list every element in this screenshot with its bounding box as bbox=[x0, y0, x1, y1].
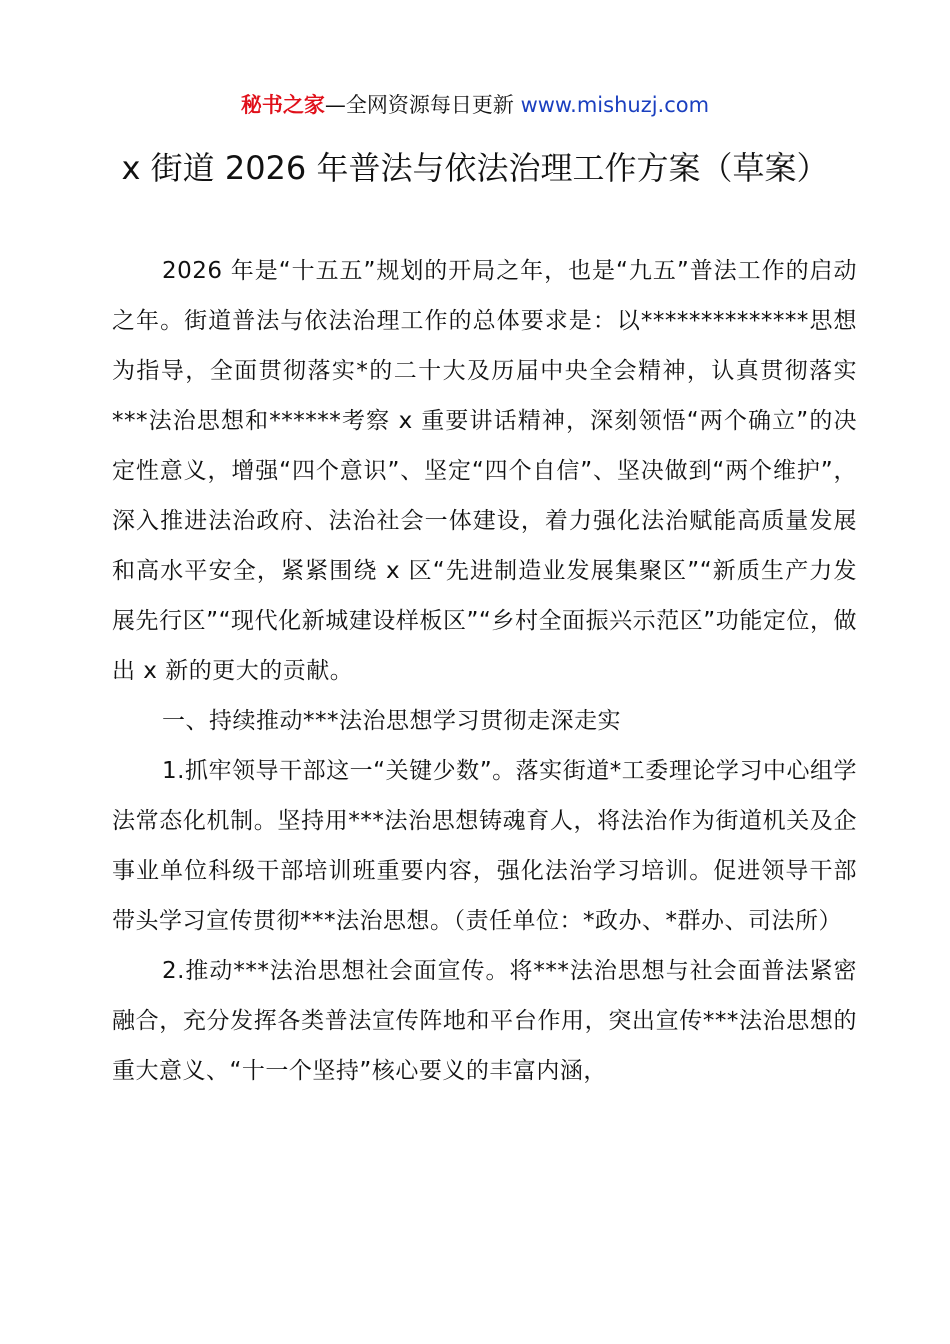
header-banner bbox=[0, 90, 950, 120]
brand-name: 秘书之家 bbox=[240, 93, 325, 117]
intro-paragraph: 2026 年是“十五五”规划的开局之年，也是“九五”普法工作的启动之年。街道普法与依法治理工作的总体要求是：以**************思想为指导，全面贯彻落实*的二十大及历届中央全会精神，认真贯彻落实***法治思想和******考察 x 重要讲话精神，深刻领悟“两个确立”的决定性意义，增强“四个意识”、坚定“四个自信”、坚决做到“两个维护”，深入推进法治政府、法治社会一体建设，着力强化法治赋能高质量发展和高水平安全，紧紧围绕 x 区“先进制造业发展集聚区”“新质生产力发展先行区”“现代化新城建设样板区”“乡村全面振兴示范区”功能定位，做出 x 新的更大的贡献。 bbox=[112, 258, 857, 684]
document-body bbox=[112, 246, 857, 1096]
body-paragraph: 2.推动***法治思想社会面宣传。将***法治思想与社会面普法紧密融合，充分发挥各类普法宣传阵地和平台作用，突出宣传***法治思想的重大意义、“十一个坚持”核心要义的丰富内涵， bbox=[112, 958, 857, 1084]
header-tagline: —全网资源每日更新 bbox=[324, 93, 521, 117]
body-paragraph: 1.抓牢领导干部这一“关键少数”。落实街道*工委理论学习中心组学法常态化机制。坚持用***法治思想铸魂育人，将法治作为街道机关及企事业单位科级干部培训班重要内容，强化法治学习培训。促进领导干部带头学习宣传贯彻***法治思想。（责任单位：*政办、*群办、司法所） bbox=[112, 758, 857, 934]
section-heading: 一、持续推动***法治思想学习贯彻走深走实 bbox=[162, 708, 621, 734]
site-url-link[interactable]: www.mishuzj.com bbox=[520, 93, 710, 117]
document-title: x 街道 2026 年普法与依法治理工作方案（草案） bbox=[121, 149, 829, 187]
